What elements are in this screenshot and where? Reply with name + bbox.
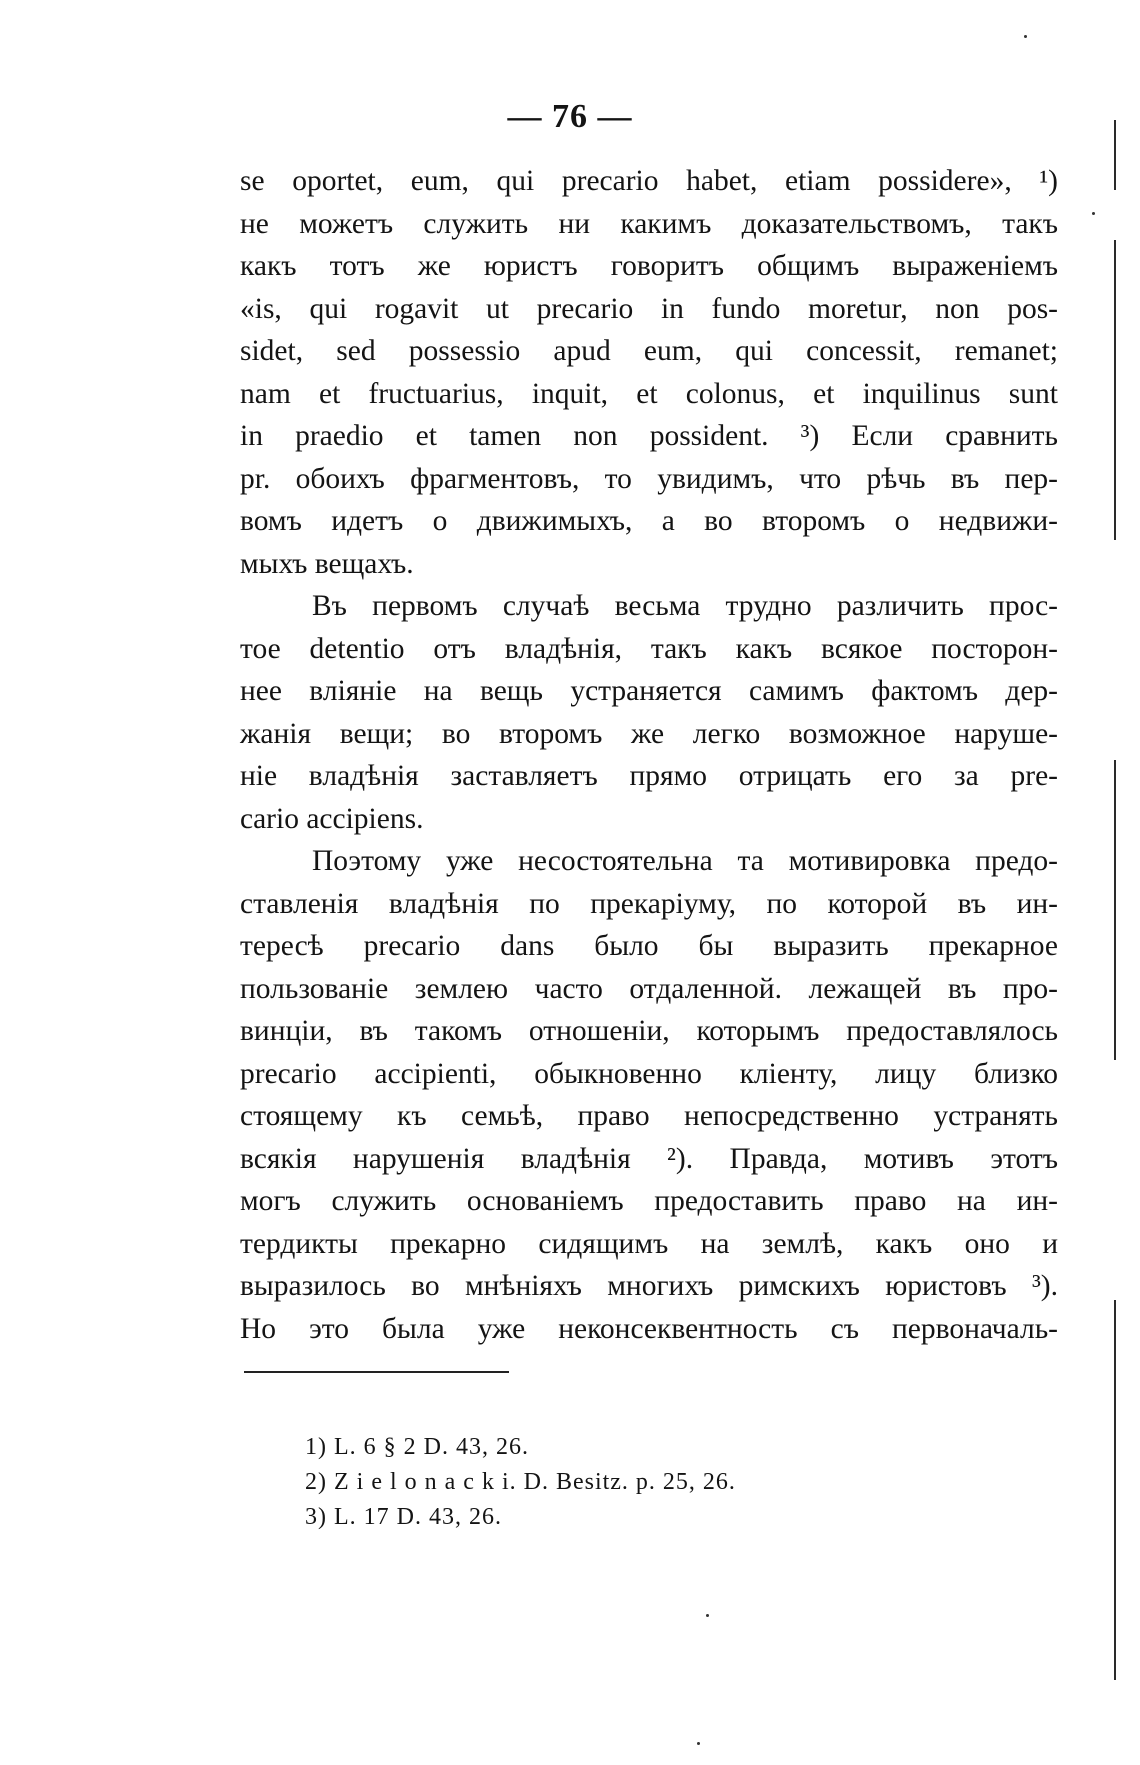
footnote-divider (244, 1371, 509, 1373)
text-line: всякія нарушенія владѣнія ²). Правда, мотивъ этотъ (240, 1142, 1058, 1175)
footnote: 2) Z i e l o n a c k i. D. Besitz. p. 25, 26. (305, 1469, 736, 1495)
scan-speck (1092, 212, 1095, 215)
text-line: nam et fructuarius, inquit, et colonus, et inquilinus sunt (240, 377, 1058, 410)
scan-speck (706, 1614, 709, 1617)
text-line: cario accipiens. (240, 802, 424, 835)
text-line: «is, qui rogavit ut precario in fundo moretur, non pos- (240, 292, 1058, 325)
text-line: se oportet, eum, qui precario habet, etiam possidere», ¹) (240, 165, 1058, 197)
text-line: sidet, sed possessio apud eum, qui concessit, remanet; (240, 335, 1058, 367)
scan-margin-line (1114, 120, 1116, 190)
text-line: тересѣ precario dans было бы выразить прекарное (240, 930, 1058, 962)
text-line: Но это была уже неконсеквентность съ первоначаль- (240, 1312, 1058, 1345)
scan-margin-line (1114, 240, 1116, 540)
text-line: in praedio et tamen non possident. ³) Если сравнить (240, 420, 1058, 452)
text-line: Въ первомъ случаѣ весьма трудно различить прос- (312, 590, 1058, 622)
body-text (240, 160, 1058, 1350)
text-line: пользованіе землею часто отдаленной. лежащей въ про- (240, 972, 1058, 1005)
footnotes (305, 1430, 736, 1535)
text-line: ніе владѣнія заставляетъ прямо отрицать его за pre- (240, 760, 1058, 792)
text-line: мыхъ вещахъ. (240, 547, 414, 580)
scan-margin-line (1114, 760, 1116, 1060)
text-line: могъ служить основаніемъ предоставить право на ин- (240, 1185, 1058, 1217)
text-line: precario accipienti, обыкновенно кліенту, лицу близко (240, 1057, 1058, 1090)
text-line: ставленія владѣнія по прекаріуму, по которой въ ин- (240, 887, 1058, 920)
text-line: pr. обоихъ фрагментовъ, то увидимъ, что рѣчь въ пер- (240, 462, 1058, 495)
scan-speck (697, 1742, 700, 1745)
scan-margin-line (1114, 1300, 1116, 1680)
text-line: вомъ идетъ о движимыхъ, а во второмъ о недвижи- (240, 505, 1058, 537)
text-line: жанія вещи; во второмъ же легко возможное наруше- (240, 717, 1058, 750)
text-line: нее вліяніе на вещь устраняется самимъ фактомъ дер- (240, 675, 1058, 707)
text-line: выразилось во мнѣніяхъ многихъ римскихъ юристовъ ³). (240, 1270, 1058, 1302)
footnote: 1) L. 6 § 2 D. 43, 26. (305, 1434, 529, 1460)
text-line: какъ тотъ же юристъ говоритъ общимъ выраженіемъ (240, 250, 1058, 282)
footnote: 3) L. 17 D. 43, 26. (305, 1504, 502, 1530)
scan-speck (1024, 35, 1027, 38)
text-line: Поэтому уже несостоятельна та мотивировка предо- (312, 845, 1058, 877)
text-line: тое detentio отъ владѣнія, такъ какъ всякое посторон- (240, 632, 1058, 665)
text-line: не можетъ служить ни какимъ доказательствомъ, такъ (240, 207, 1058, 240)
text-line: тердикты прекарно сидящимъ на землѣ, какъ оно и (240, 1227, 1058, 1260)
text-line: винціи, въ такомъ отношеніи, которымъ предоставлялось (240, 1015, 1058, 1047)
text-line: стоящему къ семьѣ, право непосредственно устранять (240, 1100, 1058, 1132)
page-number: — 76 — (507, 98, 633, 135)
